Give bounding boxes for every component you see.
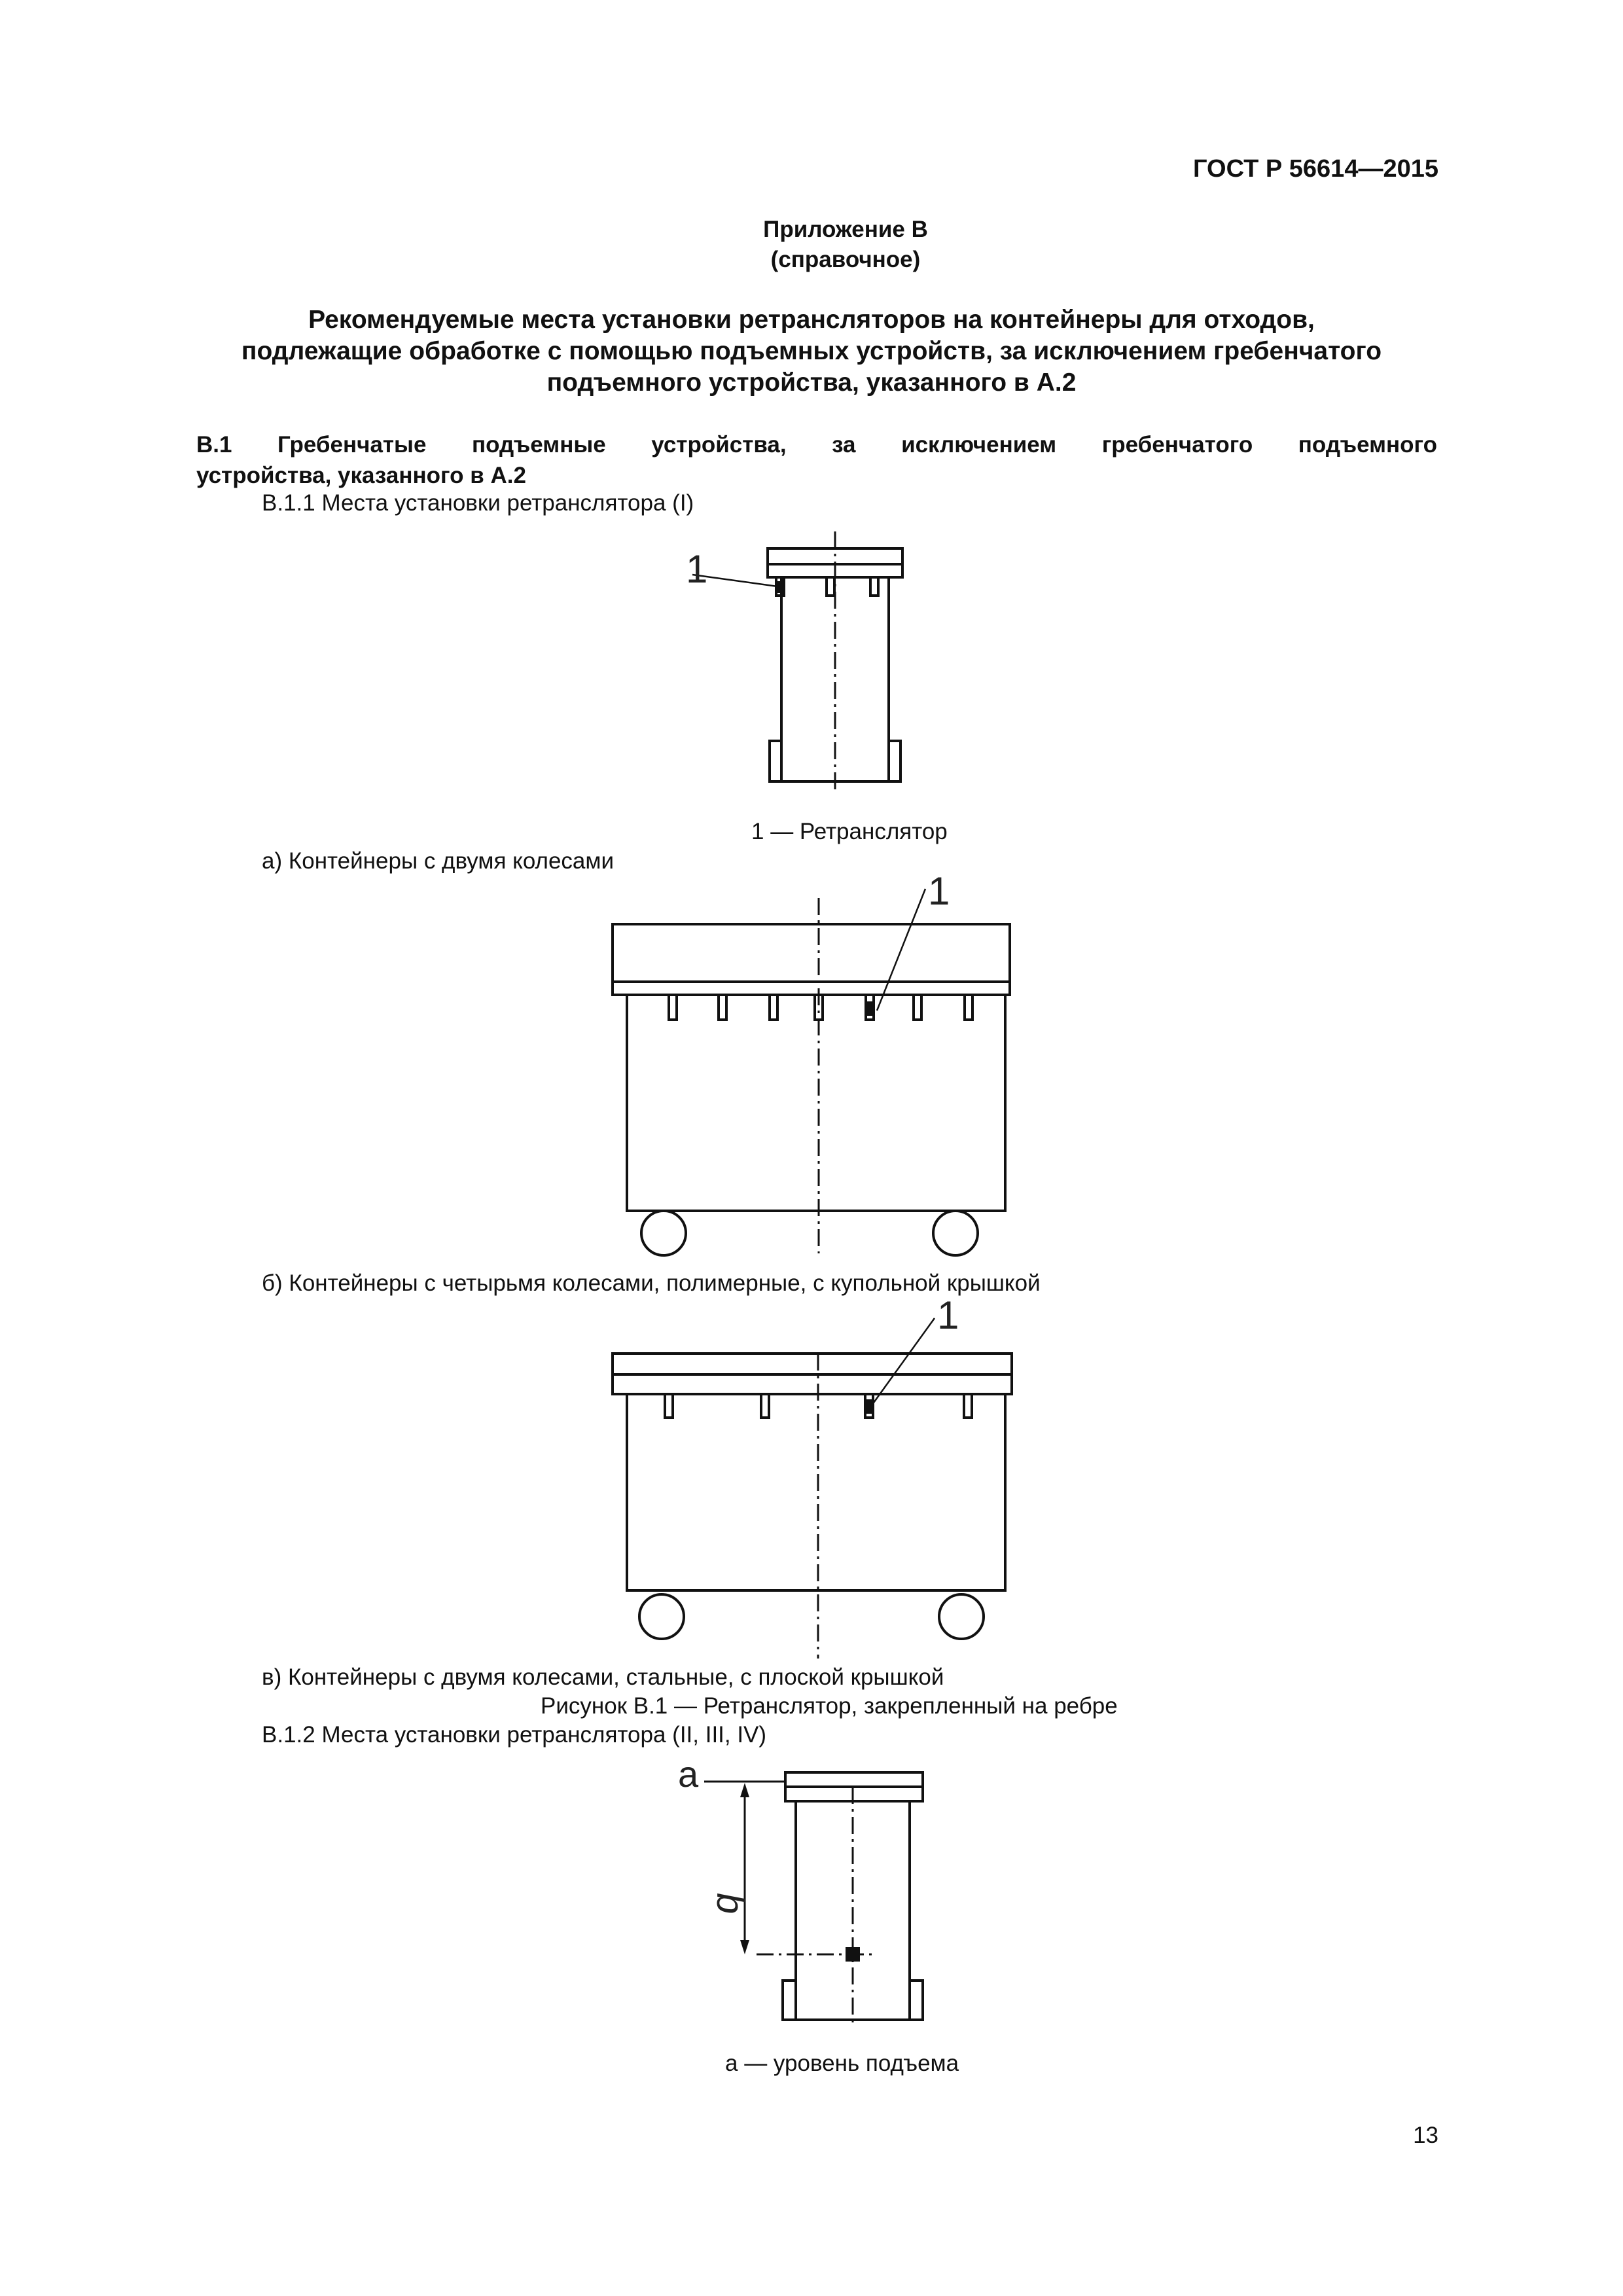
page-number: 13 [1413, 2123, 1438, 2148]
label-a: a [678, 1754, 699, 1795]
figure-b1-legend: 1 — Ретранслятор [751, 819, 948, 844]
callout-1: 1 [686, 547, 708, 591]
section-b1-word: подъемные [471, 432, 606, 457]
appendix-heading-line-3: подъемного устройства, указанного в А.2 [546, 368, 1077, 397]
figure-b1c-drawing [602, 1289, 1021, 1662]
transponder-marker [865, 1399, 873, 1414]
dimension-arrow-bottom [740, 1940, 749, 1954]
section-b1-word: Гребенчатые [277, 432, 427, 457]
transponder-marker [866, 1001, 874, 1016]
appendix-title: Приложение В [763, 217, 928, 242]
callout-1: 1 [937, 1293, 959, 1337]
section-b1-word: за [832, 432, 856, 457]
figure-b1b-drawing [602, 870, 1021, 1257]
transponder-marker [776, 581, 784, 593]
section-b1-word: исключением [901, 432, 1057, 457]
document-number: ГОСТ Р 56614—2015 [1193, 155, 1438, 183]
dimension-arrow-top [740, 1783, 749, 1797]
appendix-kind: (справочное) [770, 247, 921, 272]
figure-b1a-caption: а) Контейнеры с двумя колесами [262, 848, 615, 874]
appendix-heading-line-2: подлежащие обработке с помощью подъемных устройств, за исключением гребенчатого [241, 337, 1382, 365]
figure-b1a-drawing [668, 524, 942, 798]
callout-1: 1 [928, 870, 950, 913]
section-b1-word: устройства, [651, 432, 787, 457]
transponder-marker [846, 1947, 860, 1962]
subsection-b11: В.1.1 Места установки ретранслятора (I) [262, 490, 694, 516]
figure-b1-title: Рисунок В.1 — Ретранслятор, закрепленный на ребре [541, 1693, 1118, 1719]
section-b1-heading [196, 432, 1437, 458]
section-b1-word: подъемного [1298, 432, 1438, 457]
section-b1-word: гребенчатого [1101, 432, 1253, 457]
appendix-heading-line-1: Рекомендуемые места установки ретрансляторов на контейнеры для отходов, [308, 306, 1315, 334]
figure-b1b-caption: б) Контейнеры с четырьмя колесами, полимерные, с купольной крышкой [262, 1270, 1041, 1296]
figure-b1c-caption: в) Контейнеры с двумя колесами, стальные, с плоской крышкой [262, 1664, 944, 1690]
figure-b2-drawing [668, 1754, 955, 2029]
label-b: b [709, 1893, 751, 1914]
section-b1-word: В.1 [196, 432, 232, 457]
subsection-b12: В.1.2 Места установки ретранслятора (II, III, IV) [262, 1722, 767, 1748]
section-b1-heading-cont: устройства, указанного в А.2 [196, 463, 526, 488]
figure-b2-legend: a — уровень подъема [725, 2051, 959, 2076]
